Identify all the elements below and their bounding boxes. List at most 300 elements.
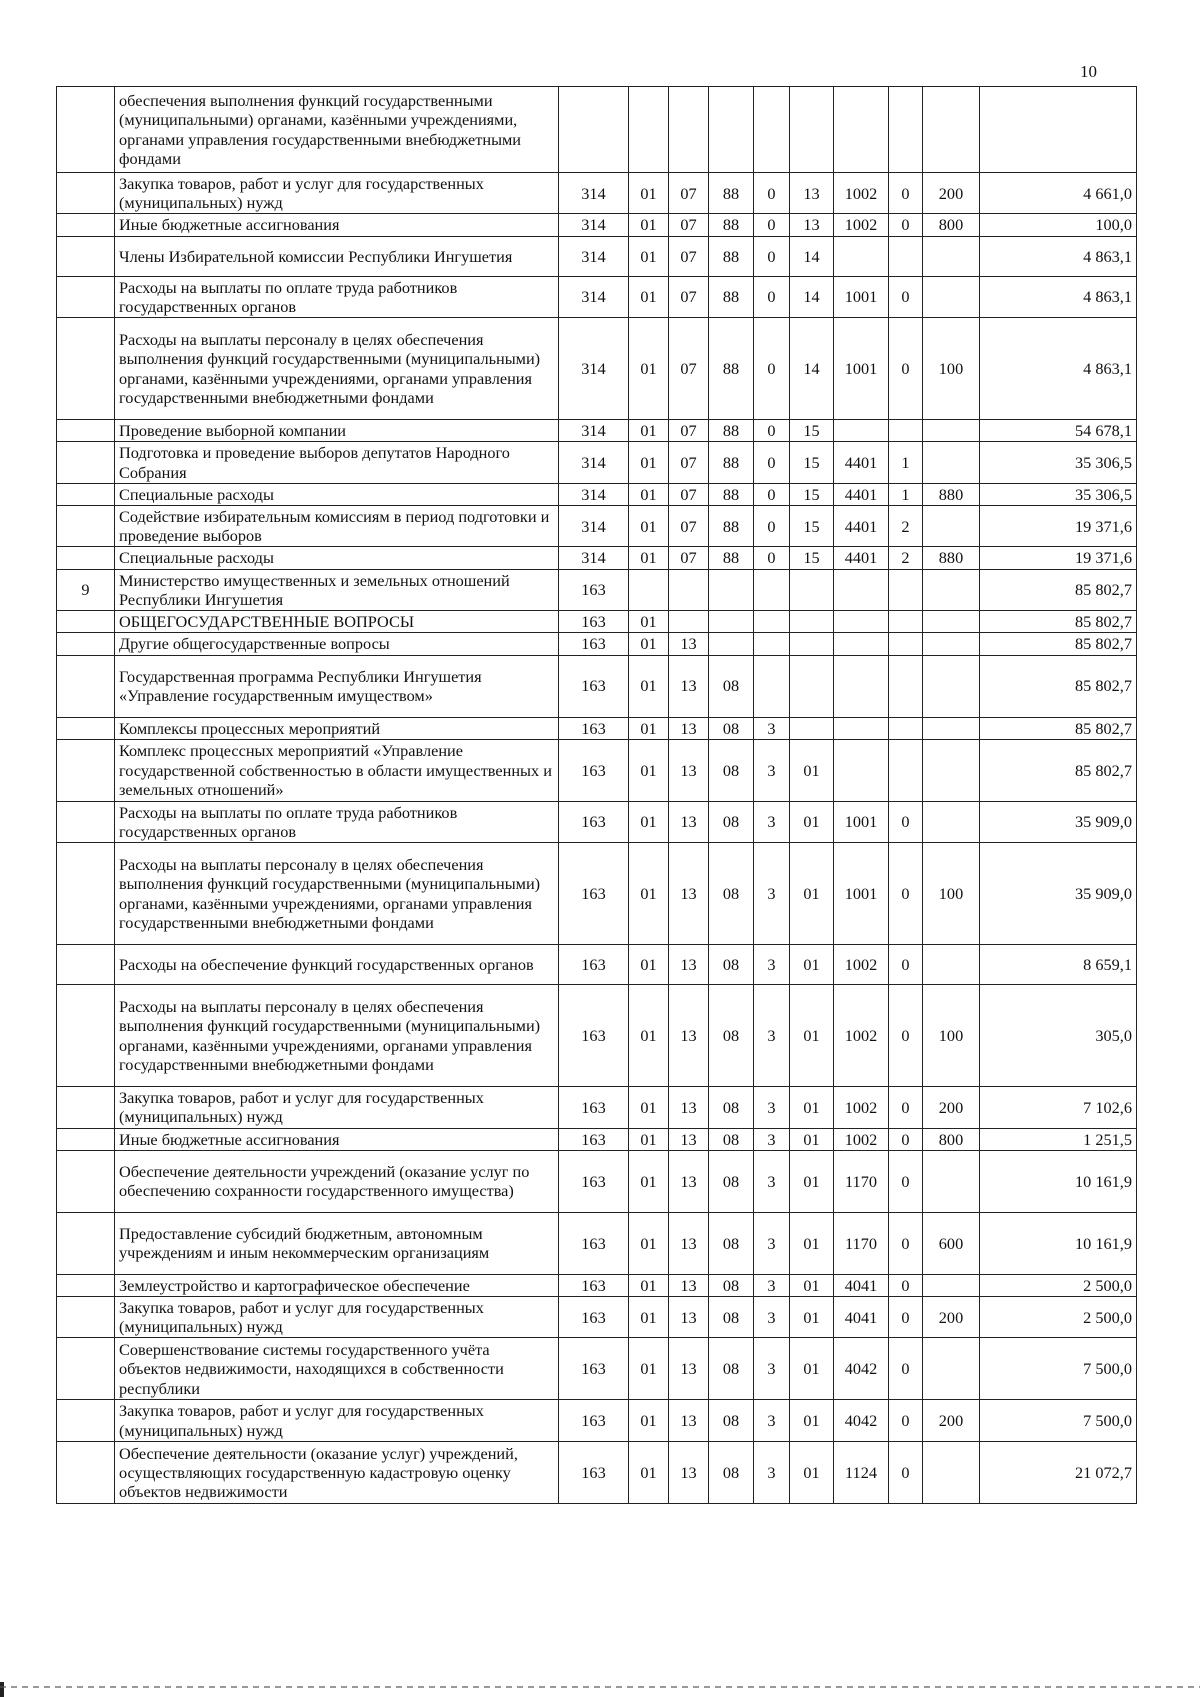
- code-subdirection: [889, 87, 923, 173]
- code-subsection: 13: [669, 945, 709, 985]
- row-description: Расходы на выплаты персоналу в целях обеспечения выполнения функций государственными (муниципальными) органами, казёнными учреждениями, органами управления государственными внебюджетными фондами: [115, 985, 559, 1087]
- row-amount: 2 500,0: [980, 1274, 1137, 1296]
- code-expense-type: [923, 236, 980, 276]
- code-subdirection: 0: [889, 1400, 923, 1441]
- code-program: 88: [709, 173, 754, 214]
- code-expense-type: 100: [923, 318, 980, 420]
- code-ministry: 163: [559, 739, 629, 801]
- code-ministry: 163: [559, 569, 629, 610]
- code-program: 88: [709, 236, 754, 276]
- code-event: 14: [790, 236, 834, 276]
- code-subprogram: 0: [754, 505, 790, 546]
- code-program: 88: [709, 547, 754, 569]
- code-ministry: 163: [559, 717, 629, 739]
- code-direction: 4401: [834, 505, 889, 546]
- code-subsection: 13: [669, 1297, 709, 1338]
- code-event: [790, 569, 834, 610]
- code-subsection: 07: [669, 483, 709, 505]
- code-section: 01: [629, 236, 669, 276]
- code-subdirection: 0: [889, 1128, 923, 1150]
- code-subprogram: 3: [754, 1338, 790, 1400]
- code-ministry: 163: [559, 1150, 629, 1212]
- code-section: 01: [629, 1212, 669, 1274]
- code-subdirection: 0: [889, 276, 923, 317]
- code-subdirection: 1: [889, 483, 923, 505]
- code-expense-type: [923, 611, 980, 633]
- code-direction: [834, 420, 889, 442]
- code-expense-type: [923, 633, 980, 655]
- code-expense-type: [923, 655, 980, 717]
- code-subprogram: 0: [754, 420, 790, 442]
- table-row: [57, 985, 1137, 1087]
- code-event: 01: [790, 1087, 834, 1128]
- code-subprogram: [754, 611, 790, 633]
- row-amount: 19 371,6: [980, 505, 1137, 546]
- code-ministry: 163: [559, 843, 629, 945]
- code-program: 08: [709, 1274, 754, 1296]
- code-event: 01: [790, 1128, 834, 1150]
- row-amount: 4 863,1: [980, 276, 1137, 317]
- row-amount: 35 909,0: [980, 801, 1137, 842]
- code-ministry: 163: [559, 1212, 629, 1274]
- row-amount: 35 909,0: [980, 843, 1137, 945]
- code-subprogram: 3: [754, 1400, 790, 1441]
- code-program: 08: [709, 985, 754, 1087]
- code-section: 01: [629, 442, 669, 483]
- code-subprogram: [754, 633, 790, 655]
- code-direction: 1001: [834, 801, 889, 842]
- code-subsection: 13: [669, 1400, 709, 1441]
- code-program: 08: [709, 801, 754, 842]
- row-amount: 7 500,0: [980, 1400, 1137, 1441]
- row-description: Совершенствование системы государственного учёта объектов недвижимости, находящихся в собственности республики: [115, 1338, 559, 1400]
- row-number: [57, 633, 115, 655]
- row-amount: 4 863,1: [980, 236, 1137, 276]
- row-number: [57, 1441, 115, 1503]
- code-expense-type: [923, 1274, 980, 1296]
- code-event: 14: [790, 276, 834, 317]
- row-amount: 21 072,7: [980, 1441, 1137, 1503]
- code-subprogram: 3: [754, 717, 790, 739]
- table-row: [57, 1338, 1137, 1400]
- row-description: Расходы на обеспечение функций государственных органов: [115, 945, 559, 985]
- row-description: Обеспечение деятельности (оказание услуг) учреждений, осуществляющих государственную кадастровую оценку объектов недвижимости: [115, 1441, 559, 1503]
- code-direction: 1002: [834, 1128, 889, 1150]
- row-number: [57, 173, 115, 214]
- code-program: [709, 87, 754, 173]
- table-row: [57, 843, 1137, 945]
- code-subdirection: [889, 236, 923, 276]
- code-subprogram: 3: [754, 945, 790, 985]
- row-number: [57, 1150, 115, 1212]
- code-subdirection: 0: [889, 1087, 923, 1128]
- code-program: 88: [709, 442, 754, 483]
- code-ministry: 163: [559, 945, 629, 985]
- row-description: Расходы на выплаты персоналу в целях обеспечения выполнения функций государственными (муниципальными) органами, казёнными учреждениями, органами управления государственными внебюджетными фондами: [115, 318, 559, 420]
- code-expense-type: [923, 87, 980, 173]
- code-direction: 4041: [834, 1274, 889, 1296]
- code-subsection: 07: [669, 442, 709, 483]
- row-amount: 19 371,6: [980, 547, 1137, 569]
- code-expense-type: 800: [923, 214, 980, 236]
- code-subsection: 07: [669, 236, 709, 276]
- code-expense-type: [923, 442, 980, 483]
- code-expense-type: 800: [923, 1128, 980, 1150]
- code-subsection: 13: [669, 985, 709, 1087]
- code-section: [629, 87, 669, 173]
- scan-edge-line: [0, 1686, 1200, 1688]
- row-amount: 1 251,5: [980, 1128, 1137, 1150]
- row-amount: 4 661,0: [980, 173, 1137, 214]
- code-section: 01: [629, 1128, 669, 1150]
- code-subsection: 13: [669, 801, 709, 842]
- row-description: Другие общегосударственные вопросы: [115, 633, 559, 655]
- code-direction: 4041: [834, 1297, 889, 1338]
- row-amount: 10 161,9: [980, 1150, 1137, 1212]
- code-event: 15: [790, 547, 834, 569]
- code-subsection: 13: [669, 739, 709, 801]
- code-subsection: 07: [669, 420, 709, 442]
- code-section: 01: [629, 1441, 669, 1503]
- table-row: [57, 1128, 1137, 1150]
- row-description: обеспечения выполнения функций государственными (муниципальными) органами, казёнными учреждениями, органами управления государственными внебюджетными фондами: [115, 87, 559, 173]
- code-subprogram: 3: [754, 985, 790, 1087]
- code-expense-type: 600: [923, 1212, 980, 1274]
- table-row: [57, 717, 1137, 739]
- row-description: Государственная программа Республики Ингушетия «Управление государственным имуществом»: [115, 655, 559, 717]
- code-expense-type: [923, 1150, 980, 1212]
- table-row: [57, 276, 1137, 317]
- row-description: Иные бюджетные ассигнования: [115, 1128, 559, 1150]
- code-expense-type: [923, 276, 980, 317]
- code-event: 01: [790, 1297, 834, 1338]
- code-subprogram: 3: [754, 1150, 790, 1212]
- row-amount: 85 802,7: [980, 569, 1137, 610]
- code-section: 01: [629, 547, 669, 569]
- code-direction: 4401: [834, 547, 889, 569]
- row-amount: 85 802,7: [980, 655, 1137, 717]
- code-program: 88: [709, 505, 754, 546]
- row-description: Проведение выборной компании: [115, 420, 559, 442]
- row-number: 9: [57, 569, 115, 610]
- code-program: 88: [709, 483, 754, 505]
- code-ministry: 163: [559, 1274, 629, 1296]
- code-direction: 1170: [834, 1150, 889, 1212]
- code-subdirection: 2: [889, 547, 923, 569]
- code-subdirection: 0: [889, 1274, 923, 1296]
- code-subprogram: 3: [754, 1128, 790, 1150]
- code-subprogram: 0: [754, 442, 790, 483]
- table-row: [57, 1441, 1137, 1503]
- code-section: 01: [629, 633, 669, 655]
- table-row: [57, 655, 1137, 717]
- code-ministry: 314: [559, 442, 629, 483]
- code-event: [790, 611, 834, 633]
- code-section: 01: [629, 1297, 669, 1338]
- code-subdirection: 0: [889, 214, 923, 236]
- row-amount: [980, 87, 1137, 173]
- code-subsection: 13: [669, 1150, 709, 1212]
- table-row: [57, 801, 1137, 842]
- code-section: 01: [629, 985, 669, 1087]
- code-subsection: [669, 611, 709, 633]
- code-event: 01: [790, 1441, 834, 1503]
- code-section: 01: [629, 945, 669, 985]
- code-expense-type: [923, 801, 980, 842]
- row-description: Специальные расходы: [115, 483, 559, 505]
- row-description: Иные бюджетные ассигнования: [115, 214, 559, 236]
- code-program: 08: [709, 843, 754, 945]
- code-direction: 1001: [834, 843, 889, 945]
- table-row: [57, 633, 1137, 655]
- code-direction: 4042: [834, 1400, 889, 1441]
- code-program: 08: [709, 739, 754, 801]
- row-amount: 8 659,1: [980, 945, 1137, 985]
- code-subsection: 07: [669, 318, 709, 420]
- code-subprogram: [754, 87, 790, 173]
- row-amount: 35 306,5: [980, 483, 1137, 505]
- code-expense-type: 200: [923, 1087, 980, 1128]
- code-ministry: 163: [559, 1297, 629, 1338]
- row-description: Члены Избирательной комиссии Республики Ингушетия: [115, 236, 559, 276]
- code-direction: 1002: [834, 945, 889, 985]
- table-row: [57, 611, 1137, 633]
- code-section: 01: [629, 1150, 669, 1212]
- row-amount: 4 863,1: [980, 318, 1137, 420]
- row-number: [57, 547, 115, 569]
- code-subprogram: 0: [754, 214, 790, 236]
- code-event: 01: [790, 739, 834, 801]
- code-event: 14: [790, 318, 834, 420]
- code-event: [790, 655, 834, 717]
- row-number: [57, 945, 115, 985]
- code-subdirection: 0: [889, 1297, 923, 1338]
- code-direction: 1002: [834, 173, 889, 214]
- code-section: 01: [629, 214, 669, 236]
- code-subdirection: 1: [889, 442, 923, 483]
- row-number: [57, 801, 115, 842]
- code-section: 01: [629, 655, 669, 717]
- code-ministry: 163: [559, 985, 629, 1087]
- code-section: 01: [629, 1400, 669, 1441]
- code-subprogram: 0: [754, 547, 790, 569]
- code-subprogram: 0: [754, 173, 790, 214]
- row-description: ОБЩЕГОСУДАРСТВЕННЫЕ ВОПРОСЫ: [115, 611, 559, 633]
- row-description: Расходы на выплаты по оплате труда работников государственных органов: [115, 276, 559, 317]
- table-row: [57, 1297, 1137, 1338]
- table-row: [57, 1400, 1137, 1441]
- code-section: 01: [629, 173, 669, 214]
- row-number: [57, 276, 115, 317]
- row-number: [57, 318, 115, 420]
- row-number: [57, 483, 115, 505]
- row-description: Расходы на выплаты персоналу в целях обеспечения выполнения функций государственными (муниципальными) органами, казёнными учреждениями, органами управления государственными внебюджетными фондами: [115, 843, 559, 945]
- code-event: 15: [790, 483, 834, 505]
- code-direction: 1001: [834, 318, 889, 420]
- code-event: 01: [790, 1274, 834, 1296]
- code-program: 08: [709, 1087, 754, 1128]
- row-description: Подготовка и проведение выборов депутатов Народного Собрания: [115, 442, 559, 483]
- row-description: Содействие избирательным комиссиям в период подготовки и проведение выборов: [115, 505, 559, 546]
- code-expense-type: 880: [923, 547, 980, 569]
- code-event: 15: [790, 505, 834, 546]
- code-event: 13: [790, 214, 834, 236]
- code-subdirection: 0: [889, 1338, 923, 1400]
- code-subprogram: 3: [754, 1087, 790, 1128]
- code-ministry: 314: [559, 173, 629, 214]
- row-description: Предоставление субсидий бюджетным, автономным учреждениям и иным некоммерческим организациям: [115, 1212, 559, 1274]
- code-program: 08: [709, 945, 754, 985]
- code-ministry: 314: [559, 236, 629, 276]
- table-row: [57, 420, 1137, 442]
- code-direction: [834, 717, 889, 739]
- table-row: [57, 442, 1137, 483]
- code-event: 15: [790, 442, 834, 483]
- code-ministry: [559, 87, 629, 173]
- code-direction: 1170: [834, 1212, 889, 1274]
- code-section: 01: [629, 843, 669, 945]
- code-subsection: 13: [669, 633, 709, 655]
- code-program: 08: [709, 1212, 754, 1274]
- row-description: Закупка товаров, работ и услуг для государственных (муниципальных) нужд: [115, 1087, 559, 1128]
- table-row: [57, 318, 1137, 420]
- code-program: 88: [709, 420, 754, 442]
- code-subsection: 07: [669, 214, 709, 236]
- code-section: 01: [629, 318, 669, 420]
- code-subprogram: 3: [754, 1297, 790, 1338]
- code-section: 01: [629, 420, 669, 442]
- code-expense-type: 200: [923, 173, 980, 214]
- code-event: 01: [790, 801, 834, 842]
- row-number: [57, 420, 115, 442]
- code-direction: [834, 633, 889, 655]
- table-row: [57, 739, 1137, 801]
- code-subprogram: 0: [754, 318, 790, 420]
- code-ministry: 163: [559, 1128, 629, 1150]
- code-direction: 1002: [834, 985, 889, 1087]
- code-expense-type: [923, 1338, 980, 1400]
- row-description: Закупка товаров, работ и услуг для государственных (муниципальных) нужд: [115, 1400, 559, 1441]
- row-amount: 85 802,7: [980, 739, 1137, 801]
- code-subprogram: [754, 655, 790, 717]
- code-subdirection: 0: [889, 173, 923, 214]
- row-amount: 7 500,0: [980, 1338, 1137, 1400]
- code-subdirection: [889, 655, 923, 717]
- code-expense-type: 200: [923, 1400, 980, 1441]
- code-subdirection: [889, 420, 923, 442]
- code-direction: 4401: [834, 483, 889, 505]
- code-ministry: 314: [559, 483, 629, 505]
- code-subprogram: [754, 569, 790, 610]
- code-subsection: 13: [669, 1087, 709, 1128]
- code-section: 01: [629, 717, 669, 739]
- code-ministry: 163: [559, 1400, 629, 1441]
- code-event: 13: [790, 173, 834, 214]
- code-subdirection: 0: [889, 318, 923, 420]
- code-ministry: 314: [559, 420, 629, 442]
- code-section: 01: [629, 1274, 669, 1296]
- budget-table: [56, 86, 1137, 1504]
- code-direction: 1001: [834, 276, 889, 317]
- code-event: 01: [790, 1400, 834, 1441]
- code-subprogram: 0: [754, 236, 790, 276]
- code-program: 08: [709, 1441, 754, 1503]
- code-subprogram: 3: [754, 801, 790, 842]
- row-amount: 35 306,5: [980, 442, 1137, 483]
- row-description: Комплексы процессных мероприятий: [115, 717, 559, 739]
- row-number: [57, 739, 115, 801]
- row-number: [57, 1087, 115, 1128]
- code-event: 15: [790, 420, 834, 442]
- code-event: 01: [790, 1212, 834, 1274]
- row-amount: 7 102,6: [980, 1087, 1137, 1128]
- row-amount: 85 802,7: [980, 611, 1137, 633]
- row-number: [57, 843, 115, 945]
- row-amount: 2 500,0: [980, 1297, 1137, 1338]
- row-number: [57, 1297, 115, 1338]
- code-ministry: 314: [559, 214, 629, 236]
- code-subprogram: 0: [754, 483, 790, 505]
- code-expense-type: [923, 569, 980, 610]
- row-description: Специальные расходы: [115, 547, 559, 569]
- row-number: [57, 655, 115, 717]
- code-subdirection: 0: [889, 801, 923, 842]
- code-event: 01: [790, 1150, 834, 1212]
- code-subsection: 07: [669, 505, 709, 546]
- row-number: [57, 1400, 115, 1441]
- row-amount: 305,0: [980, 985, 1137, 1087]
- row-amount: 10 161,9: [980, 1212, 1137, 1274]
- code-direction: 1124: [834, 1441, 889, 1503]
- code-subsection: 13: [669, 655, 709, 717]
- code-expense-type: [923, 1441, 980, 1503]
- code-event: 01: [790, 985, 834, 1087]
- code-subdirection: [889, 633, 923, 655]
- code-ministry: 163: [559, 611, 629, 633]
- row-amount: 100,0: [980, 214, 1137, 236]
- code-subsection: 07: [669, 173, 709, 214]
- code-ministry: 163: [559, 1338, 629, 1400]
- code-subprogram: 3: [754, 739, 790, 801]
- code-section: 01: [629, 1338, 669, 1400]
- code-program: 08: [709, 655, 754, 717]
- code-subprogram: 3: [754, 1441, 790, 1503]
- code-expense-type: 200: [923, 1297, 980, 1338]
- code-expense-type: [923, 945, 980, 985]
- code-subdirection: [889, 717, 923, 739]
- code-subsection: 13: [669, 717, 709, 739]
- table-row: [57, 1212, 1137, 1274]
- row-description: Землеустройство и картографическое обеспечение: [115, 1274, 559, 1296]
- table-row: [57, 1150, 1137, 1212]
- page-number: 10: [1080, 62, 1097, 81]
- code-subdirection: 0: [889, 1212, 923, 1274]
- row-number: [57, 985, 115, 1087]
- code-expense-type: [923, 420, 980, 442]
- row-amount: 54 678,1: [980, 420, 1137, 442]
- code-section: 01: [629, 505, 669, 546]
- table-row: [57, 1087, 1137, 1128]
- row-number: [57, 1274, 115, 1296]
- code-subdirection: [889, 569, 923, 610]
- code-subsection: 13: [669, 1212, 709, 1274]
- row-number: [57, 442, 115, 483]
- code-subsection: [669, 569, 709, 610]
- table-row: [57, 1274, 1137, 1296]
- code-subsection: 13: [669, 1441, 709, 1503]
- code-direction: [834, 569, 889, 610]
- code-expense-type: [923, 505, 980, 546]
